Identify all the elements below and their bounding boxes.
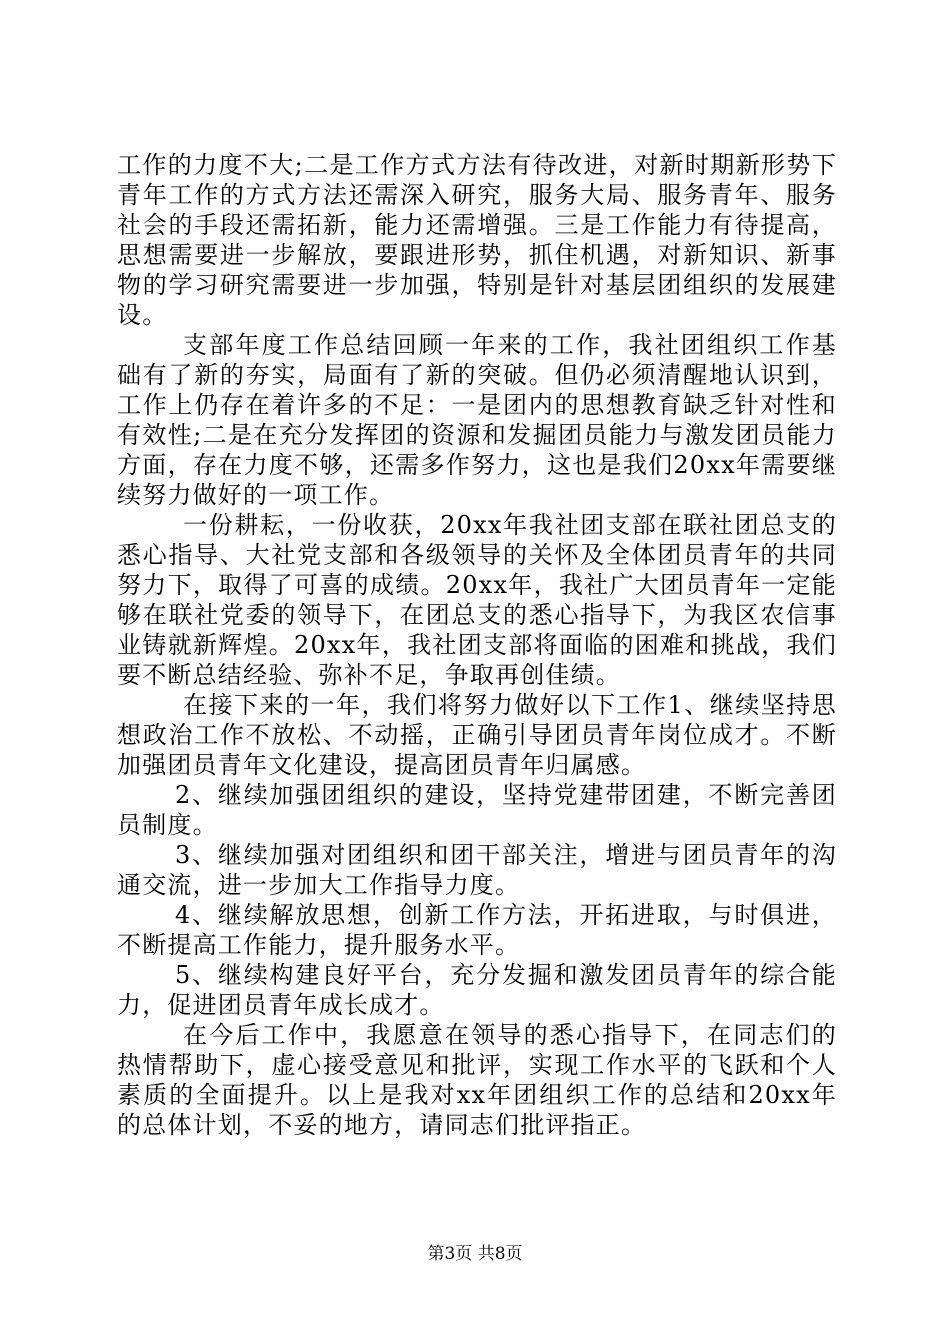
- list-item-3: 3、继续加强对团组织和团干部关注，增进与团员青年的沟通交流，进一步加大工作指导力度。: [117, 841, 837, 899]
- list-item-5: 5、继续构建良好平台，充分发掘和激发团员青年的综合能力，促进团员青年成长成才。: [117, 961, 837, 1019]
- paragraph-continuation: 工作的力度不大;二是工作方式方法有待改进，对新时期新形势下青年工作的方式方法还需深入研究，服务大局、服务青年、服务社会的手段还需拓新，能力还需增强。三是工作能力有待提高，思想需要进一步解放，要跟进形势，抓住机遇，对新知识、新事物的学习研究需要进一步加强，特别是针对基层团组织的发展建设。: [117, 151, 837, 329]
- paragraph-closing: 在今后工作中，我愿意在领导的悉心指导下，在同志们的热情帮助下，虚心接受意见和批评，实现工作水平的飞跃和个人素质的全面提升。以上是我对xx年团组织工作的总结和20xx年的总体计划，不妥的地方，请同志们批评指正。: [117, 1021, 837, 1139]
- paragraph-next-year-plan: 在接下来的一年，我们将努力做好以下工作1、继续坚持思想政治工作不放松、不动摇，正确引导团员青年岗位成才。不断加强团员青年文化建设，提高团员青年归属感。: [117, 691, 837, 779]
- paragraph-achievements: 一份耕耘，一份收获，20xx年我社团支部在联社团总支的悉心指导、大社党支部和各级领导的关怀及全体团员青年的共同努力下，取得了可喜的成绩。20xx年，我社广大团员青年一定能够在联社党委的领导下，在团总支的悉心指导下，为我区农信事业铸就新辉煌。20xx年，我社团支部将面临的困难和挑战，我们要不断总结经验、弥补不足，争取再创佳绩。: [117, 511, 837, 689]
- paragraph-annual-summary: 支部年度工作总结回顾一年来的工作，我社团组织工作基础有了新的夯实，局面有了新的突破。但仍必须清醒地认识到，工作上仍存在着许多的不足：一是团内的思想教育缺乏针对性和有效性;二是在充分发挥团的资源和发掘团员能力与激发团员能力方面，存在力度不够，还需多作努力，这也是我们20xx年需要继续努力做好的一项工作。: [117, 331, 837, 509]
- document-body: [117, 150, 837, 1140]
- list-item-2: 2、继续加强团组织的建设，坚持党建带团建，不断完善团员制度。: [117, 781, 837, 839]
- page-number-footer: 第3页 共8页: [427, 1244, 523, 1264]
- list-item-4: 4、继续解放思想，创新工作方法，开拓进取，与时俱进，不断提高工作能力，提升服务水平。: [117, 901, 837, 959]
